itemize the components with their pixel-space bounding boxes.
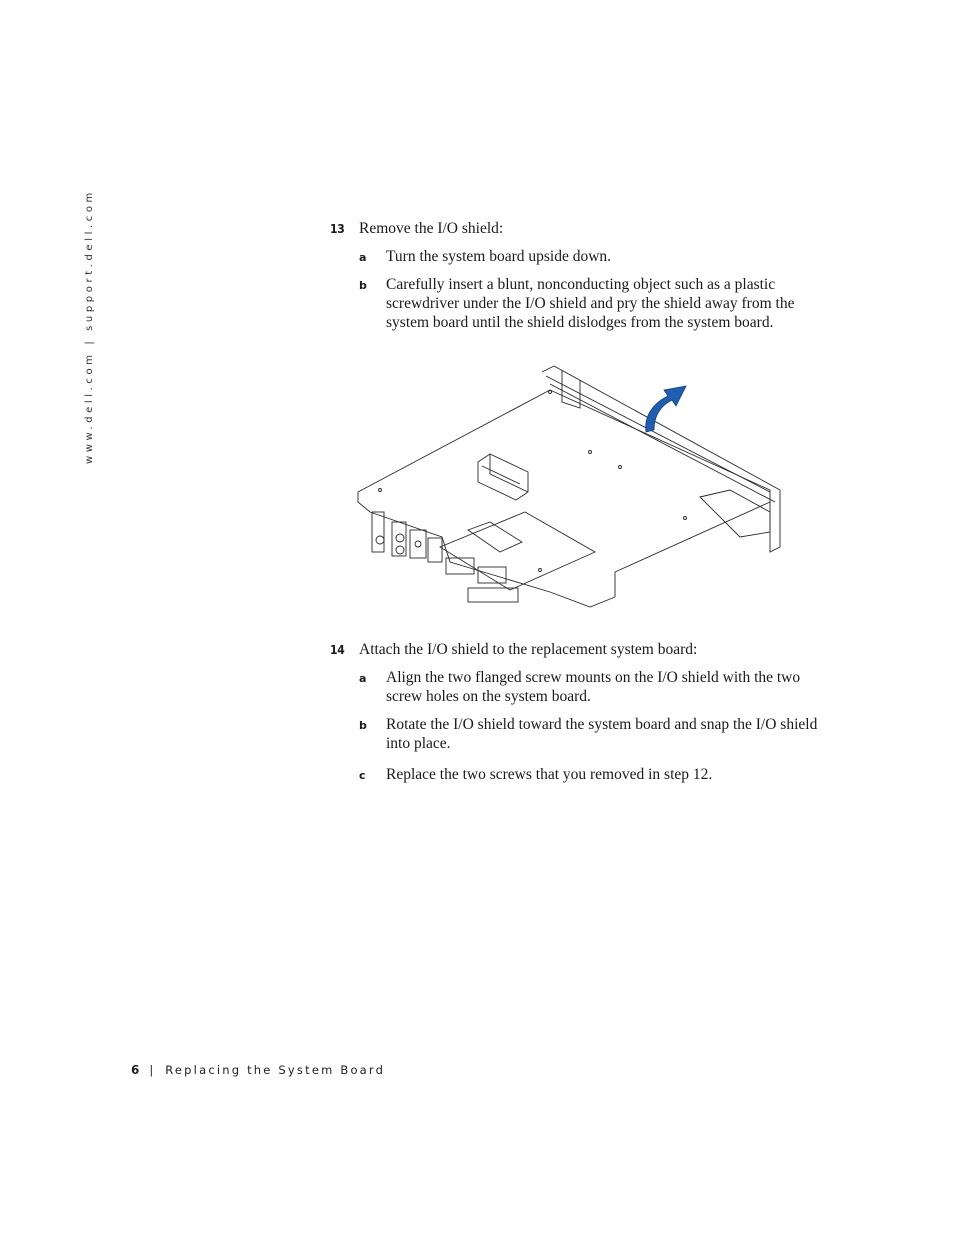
io-shield bbox=[542, 366, 780, 552]
substep-text: Turn the system board upside down. bbox=[386, 248, 612, 265]
riser-connector bbox=[478, 454, 528, 500]
step-text: Attach the I/O shield to the replacement system board: bbox=[359, 641, 698, 658]
substep-text: Replace the two screws that you removed in step 12. bbox=[386, 766, 713, 783]
substep-letter: a bbox=[359, 672, 367, 685]
rotation-arrow bbox=[646, 386, 686, 432]
step-number: 13 bbox=[330, 222, 345, 236]
page-footer bbox=[131, 1063, 385, 1077]
substep-14c bbox=[359, 765, 819, 784]
footer-separator: | bbox=[149, 1063, 154, 1077]
substep-text: Align the two flanged screw mounts on the I/O shield with the two screw holes on the system board. bbox=[386, 669, 801, 705]
substep-13a bbox=[359, 247, 819, 266]
step-13 bbox=[330, 219, 503, 239]
substep-letter: a bbox=[359, 251, 367, 264]
substep-14a bbox=[359, 668, 819, 706]
substep-13b bbox=[359, 275, 819, 332]
step-14 bbox=[330, 640, 697, 660]
step-text: Remove the I/O shield: bbox=[359, 220, 504, 237]
board-outline bbox=[358, 390, 770, 607]
system-board-illustration bbox=[350, 362, 790, 622]
margin-url: www.dell.com | support.dell.com bbox=[84, 189, 95, 464]
card-area bbox=[440, 512, 595, 590]
substep-letter: b bbox=[359, 279, 367, 292]
footer-title: Replacing the System Board bbox=[165, 1063, 386, 1077]
substep-text: Rotate the I/O shield toward the system board and snap the I/O shield into place. bbox=[386, 716, 818, 752]
substep-14b bbox=[359, 715, 819, 753]
page-number: 6 bbox=[131, 1063, 140, 1077]
substep-letter: c bbox=[359, 769, 366, 782]
step-number: 14 bbox=[330, 643, 345, 657]
substep-letter: b bbox=[359, 719, 367, 732]
substep-text: Carefully insert a blunt, nonconducting object such as a plastic screwdriver under the I/O shield and pry the shield away from the system board until the shield dislodges from the system board. bbox=[386, 276, 795, 331]
